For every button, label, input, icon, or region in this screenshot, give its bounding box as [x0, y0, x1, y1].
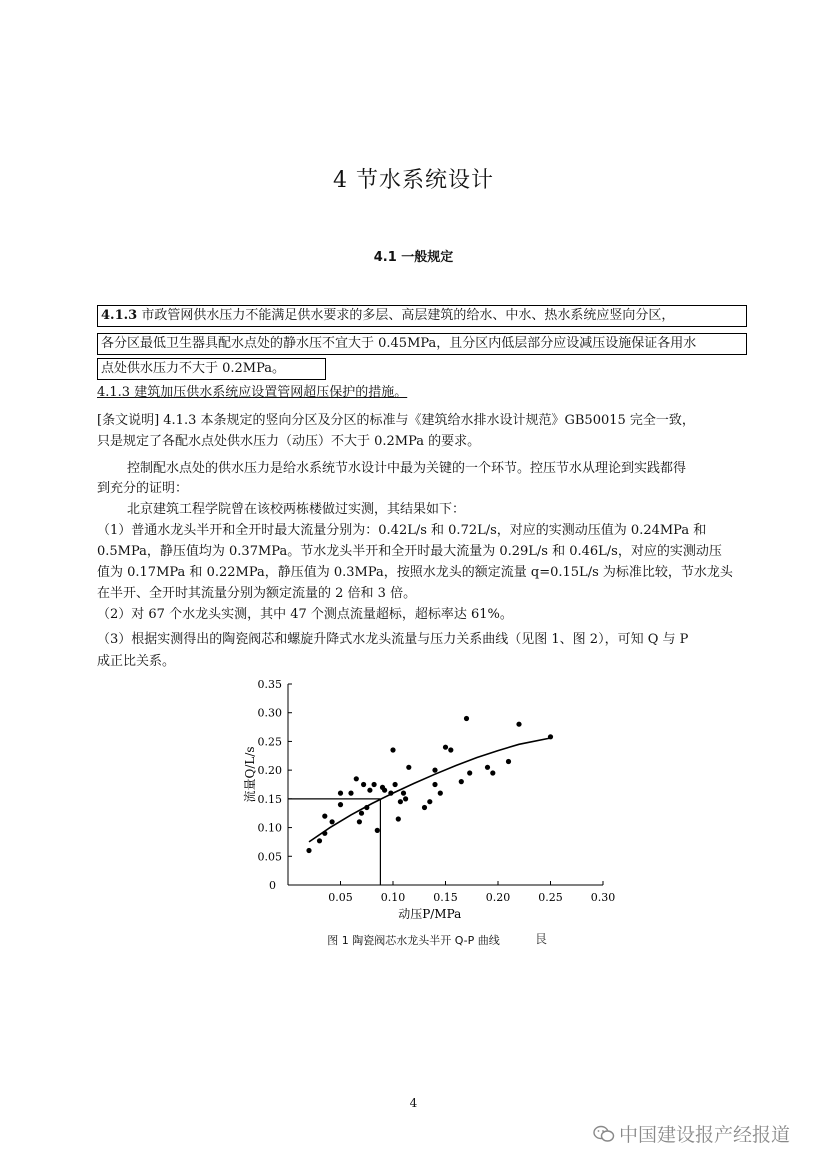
explanation-line-2: 只是规定了各配水点处供水压力（动压）不大于 0.2MPa 的要求。 — [97, 434, 481, 449]
item1-line-2: 0.5MPa，静压值均为 0.37MPa。节水龙头半开和全开时最大流量为 0.29L/s 和 0.46L/s，对应的实测动压 — [97, 544, 722, 559]
data-point — [382, 788, 387, 793]
fit-curve — [309, 738, 551, 842]
figure-caption: 图 1 陶瓷阀芯水龙头半开 Q-P 曲线 — [327, 934, 500, 947]
clause-text-3: 点处供水压力不大于 0.2MPa。 — [101, 361, 286, 376]
x-axis-label: 动压P/MPa — [398, 907, 462, 921]
data-point — [322, 831, 327, 836]
x-tick-label: 0.20 — [485, 891, 511, 904]
wechat-icon — [593, 1125, 615, 1143]
data-point — [372, 782, 377, 787]
data-point — [403, 796, 408, 801]
data-point — [432, 768, 437, 773]
data-point — [422, 805, 427, 810]
data-point — [464, 716, 469, 721]
y-tick-label: 0.30 — [257, 706, 282, 720]
data-point — [467, 770, 472, 775]
data-point — [338, 802, 343, 807]
origin-label: 0 — [269, 879, 276, 892]
data-point — [375, 828, 380, 833]
data-point — [396, 816, 401, 821]
clause-number: 4.1.3 — [101, 308, 138, 323]
watermark-text: 中国建设报产经报道 — [619, 1124, 791, 1146]
data-point — [427, 799, 432, 804]
y-tick-label: 0.15 — [257, 792, 282, 806]
para-control-line-2: 到充分的证明： — [97, 481, 189, 496]
data-point — [361, 782, 366, 787]
item1-line-4: 在半开、全开时其流量分别为额定流量的 2 倍和 3 倍。 — [97, 586, 417, 601]
data-point — [390, 747, 395, 752]
data-point — [459, 779, 464, 784]
qp-scatter-chart — [240, 672, 620, 921]
data-point — [306, 848, 311, 853]
data-point — [317, 838, 322, 843]
x-tick-label: 0.25 — [538, 891, 563, 904]
stray-mark: 艮 — [535, 932, 548, 946]
clause-text-1: 市政管网供水压力不能满足供水要求的多层、高层建筑的给水、中水、热水系统应竖向分区， — [141, 308, 675, 323]
chapter-title: 4 节水系统设计 — [333, 168, 494, 193]
watermark — [593, 1120, 790, 1147]
data-point — [506, 759, 511, 764]
data-point — [364, 805, 369, 810]
y-axis-label: 流量Q/L/s — [243, 746, 257, 803]
y-tick-label: 0.10 — [257, 821, 282, 835]
data-point — [338, 791, 343, 796]
data-point — [322, 814, 327, 819]
x-tick-label: 0.15 — [433, 891, 458, 904]
y-tick-label: 0.20 — [257, 764, 282, 778]
para-control-line-1: 控制配水点处的供水压力是给水系统节水设计中最为关键的一个环节。控压节水从理论到实践都得 — [127, 461, 687, 476]
data-point — [448, 747, 453, 752]
explanation-line-1: [条文说明] 4.1.3 本条规定的竖向分区及分区的标准与《建筑给水排水设计规范》GB50015 完全一致， — [97, 413, 695, 428]
y-tick-label: 0.35 — [257, 678, 282, 691]
data-point — [388, 791, 393, 796]
item1-line-1: （1）普通水龙头半开和全开时最大流量分别为：0.42L/s 和 0.72L/s，对应的实测动压值为 0.24MPa 和 — [97, 523, 707, 538]
item3-line-2: 成正比关系。 — [97, 654, 176, 669]
data-point — [398, 799, 403, 804]
x-tick-label: 0.05 — [328, 891, 353, 904]
data-point — [490, 770, 495, 775]
data-point — [354, 776, 359, 781]
data-point — [330, 819, 335, 824]
clause-box-line-1 — [97, 305, 747, 327]
data-point — [357, 819, 362, 824]
x-tick-label: 0.30 — [590, 891, 616, 904]
data-point — [393, 782, 398, 787]
item1-line-3: 值为 0.17MPa 和 0.22MPa，静压值为 0.3MPa，按照水龙头的额定流量 q=0.15L/s 为标准比较，节水龙头 — [97, 565, 733, 580]
item3-line-1: （3）根据实测得出的陶瓷阀芯和螺旋升降式水龙头流量与压力关系曲线（见图 1、图 2），可知 Q 与 P — [97, 632, 689, 647]
data-point — [367, 788, 372, 793]
y-tick-label: 0.25 — [257, 735, 282, 749]
y-tick-label: 0.05 — [257, 850, 282, 864]
section-title: 4.1 一般规定 — [373, 250, 454, 265]
data-point — [348, 791, 353, 796]
page-number: 4 — [409, 1096, 418, 1110]
data-point — [443, 745, 448, 750]
data-point — [548, 734, 553, 739]
data-point — [485, 765, 490, 770]
data-point — [516, 722, 521, 727]
data-point — [359, 811, 364, 816]
data-point — [401, 791, 406, 796]
clause-box-line-3 — [97, 358, 326, 380]
clause-overpressure: 4.1.3 建筑加压供水系统应设置管网超压保护的措施。 — [97, 385, 408, 400]
data-point — [432, 782, 437, 787]
para-beijing: 北京建筑工程学院曾在该校两栋楼做过实测，其结果如下： — [127, 502, 466, 517]
clause-text-2: 各分区最低卫生器具配水点处的静水压不宜大于 0.45MPa，且分区内低层部分应设减压设施保证各用水 — [101, 336, 697, 351]
item2: （2）对 67 个水龙头实测，其中 47 个测点流量超标，超标率达 61%。 — [97, 607, 513, 622]
data-point — [438, 791, 443, 796]
x-tick-label: 0.10 — [380, 891, 406, 904]
clause-box-line-2 — [97, 333, 747, 355]
data-point — [406, 765, 411, 770]
